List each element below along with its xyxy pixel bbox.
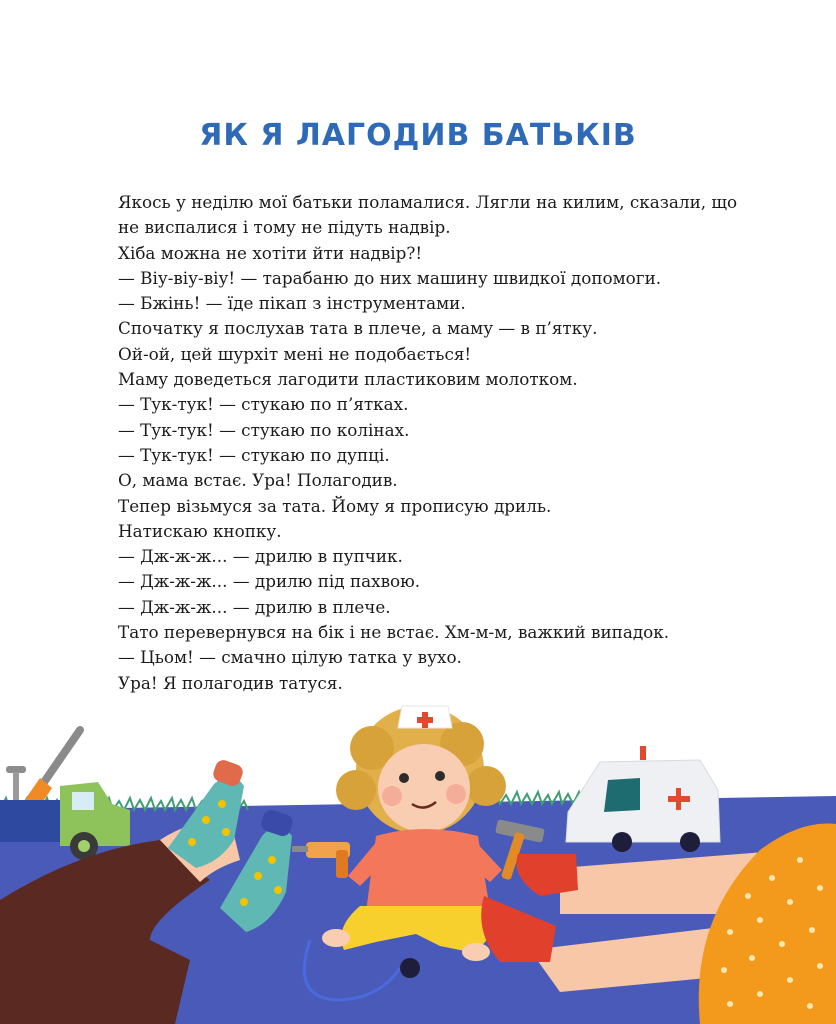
story-paragraph: — Цьом! — смачно цілую татка у вухо. xyxy=(118,647,462,668)
story-paragraph: — Дж-ж-ж... — дрилю під пахвою. xyxy=(118,571,421,592)
story-paragraph: — Віу-віу-віу! — тарабаню до них машину швидкої допомоги. xyxy=(118,267,662,288)
story-paragraph: — Тук-тук! — стукаю по колінах. xyxy=(118,419,410,440)
illustration xyxy=(0,700,836,1024)
story-paragraph: — Тук-тук! — стукаю по п’ятках. xyxy=(118,394,409,415)
story-paragraph: — Дж-ж-ж... — дрилю в плече. xyxy=(118,596,391,617)
story-paragraph: Хіба можна не хотіти йти надвір?! xyxy=(118,242,423,263)
story-paragraph: Якось у неділю мої батьки поламалися. Лягли на килим, сказали, що не виспалися і тому не підуть надвір. xyxy=(118,192,738,238)
story-paragraph: — Бжінь! — їде пікап з інструментами. xyxy=(118,293,466,314)
story-paragraph: Натискаю кнопку. xyxy=(118,520,282,541)
story-paragraph: Тепер візьмуся за тата. Йому я прописую дриль. xyxy=(118,495,552,516)
story-paragraph: — Тук-тук! — стукаю по дупці. xyxy=(118,444,390,465)
story-paragraph: Ой-ой, цей шурхіт мені не подобається! xyxy=(118,343,472,364)
story-paragraph: Спочатку я послухав тата в плече, а маму — в п’ятку. xyxy=(118,318,598,339)
toy-ambulance-icon xyxy=(566,746,720,852)
page-title: ЯК Я ЛАГОДИВ БАТЬКІВ xyxy=(199,118,637,153)
nurse-cap-icon xyxy=(398,706,452,728)
story-paragraph: О, мама встає. Ура! Полагодив. xyxy=(118,470,398,491)
story-paragraph: Ура! Я полагодив татуся. xyxy=(118,672,343,693)
story-paragraph: Тато перевернувся на бік і не встає. Хм-м-м, важкий випадок. xyxy=(118,622,670,643)
story-paragraph: Маму доведеться лагодити пластиковим молотком. xyxy=(118,369,578,390)
story-text xyxy=(118,190,738,696)
story-paragraph: — Дж-ж-ж... — дрилю в пупчик. xyxy=(118,546,403,567)
